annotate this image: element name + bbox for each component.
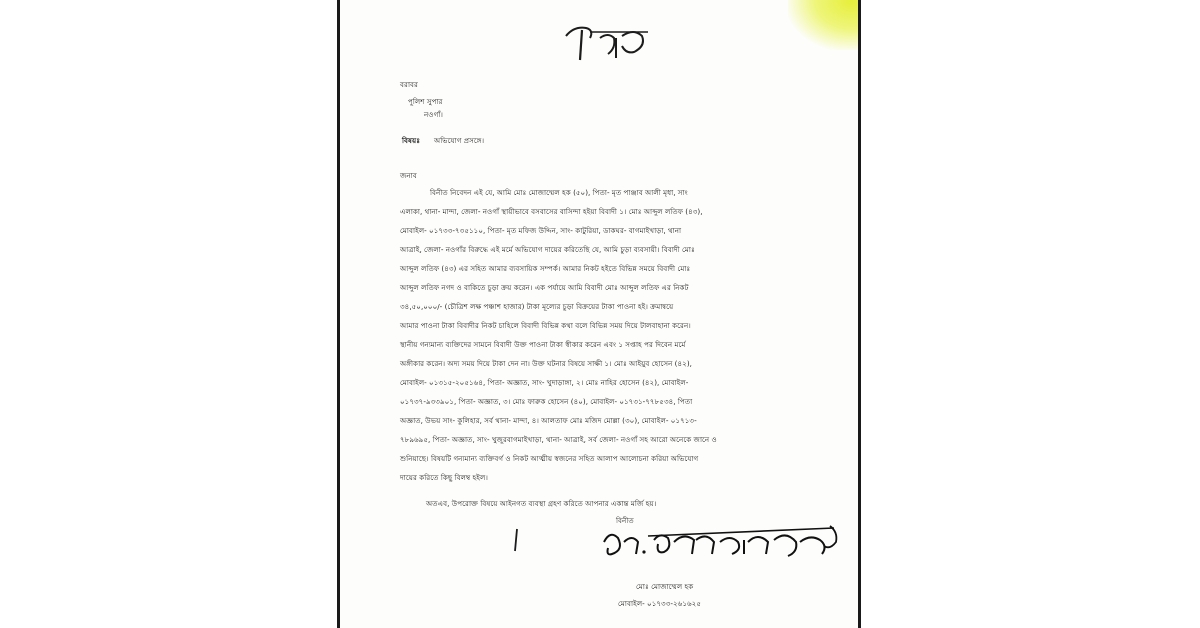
body-line: আমার পাওনা টাকা বিবাদীর নিকট চাহিলে বিবাদী বিভিন্ন কথা বলে বিভিন্ন সময় দিয়ে টালবাহানা করেন। — [400, 321, 691, 330]
body-line: এলাকা, থানা- মান্দা, জেলা- নওগাঁ স্থায়ীভাবে বসবাসের বাসিন্দা হইয়া বিবাদী ১। মোঃ আব্দুল লতিফ (৪৩), — [400, 207, 703, 216]
sender-name: মোঃ মোজাম্মেল হক — [636, 582, 694, 591]
sender-phone: মোবাইল- ০১৭৩৩-২৬১৬২৫ — [618, 599, 702, 608]
handwritten-signature — [598, 520, 843, 568]
paper-stain — [788, 0, 861, 50]
subject-label: বিষয়ঃ — [402, 136, 421, 145]
body-line: অঙ্গীকার করেন। অদ্য সময় দিয়ে টাকা দেন না। উক্ত ঘটনার বিষয়ে সাক্ষী ১। মোঃ আইয়ুব হোসেন (৪২), — [400, 359, 692, 368]
body-line: শুনিয়াছে। বিষয়টি গন্যমান্য ব্যক্তিবর্গ ও নিকট আত্মীয় স্বজনের সহিত আলাপ আলোচনা করিয়া অভিযোগ — [400, 454, 699, 463]
recipient: পুলিশ সুপার — [408, 97, 443, 106]
body-line: আব্দুল লতিফ নগদ ও বাকিতে চুড়া ক্রয় করেন। এক পর্যায়ে আমি বিবাদী মোঃ আব্দুল লতিফ এর নিকট — [400, 283, 689, 292]
body-line: ৭৮৯৬৯৫, পিতা- অজ্ঞাত, সাং- খুজুরবাগমাইখাড়া, থানা- আত্রাই, সর্ব জেলা- নওগাঁ সহ আরো অনেকে জানে ও — [400, 435, 717, 444]
body-line: আব্দুল লতিফ (৪৩) এর সহিত আমার ব্যবসায়িক সম্পর্ক। আমার নিকট হইতে বিভিন্ন সময়ে বিবাদী মোঃ — [400, 264, 691, 273]
body-line: স্থানীয় গন্যমান্য ব্যক্তিদের সামনে বিবাদী উক্ত পাওনা টাকা স্বীকার করেন এবং ১ সপ্তাহ পর দিবেন মর্মে — [400, 340, 686, 349]
salutation: জনাব — [400, 171, 417, 180]
body-line: অজ্ঞাত, উভয় সাং- কুলিহার, সর্ব থানা- মান্দা, ৪। আলতাফ মোঃ মজিদ মোল্লা (৩০), মোবাইল- ০১৭১৩- — [400, 416, 697, 425]
body-line: মোবাইল- ০১৭৩৩-৭৩৫১১০, পিতা- মৃত মফিজ উদ্দিন, সাং- কাটুরিয়া, ডাকঘর- বাগমাইখাড়া, থানা — [400, 226, 682, 235]
body-line: আত্রাই, জেলা- নওগাঁর বিরুদ্ধে এই মর্মে অভিযোগ দায়ের করিতেছি যে, আমি চুড়া ব্যবসায়ী। বিবাদী মোঃ — [400, 245, 695, 254]
body-line: দায়ের করিতে কিছু বিলম্ব হইল। — [400, 473, 488, 482]
body-line: মোবাইল- ০১৩১৫-২০৫১৬৪, পিতা- অজ্ঞাত, সাং- খুদাড়াঙ্গা, ২। মোঃ নাহির হোসেন (৪২), মোবাইল- — [400, 378, 689, 387]
to-label: বরাবর — [400, 80, 418, 89]
recipient-place: নওগাঁ। — [424, 110, 443, 119]
closing-request: অতএব, উপরোক্ত বিষয়ে আইনগত ব্যবস্থা গ্রহণ করিতে আপনার একান্ত মর্জি হয়। — [426, 499, 657, 508]
header-mark-handwriting — [560, 14, 660, 66]
body-line: ০১৭৩৭-৯৩৩৯০১, পিতা- অজ্ঞাত, ৩। মোঃ ফারুক হোসেন (৪০), মোবাইল- ০১৭৩১-৭৭৮৫৩৪, পিতা — [400, 397, 693, 406]
body-line: ৩৪,৫০,০০০/- (চৌত্রিশ লক্ষ পঞ্চাশ হাজার) টাকা মূল্যের চুড়া বিক্রয়ের টাকা পাওনা হই। ক্রমান্বয়ে — [400, 302, 674, 311]
subject-text: অভিযোগ প্রসঙ্গে। — [434, 136, 485, 145]
closing-word: বিনীত — [616, 516, 634, 525]
letter-sheet — [337, 0, 861, 628]
stray-pen-mark — [512, 527, 520, 553]
body-line: বিনীত নিবেদন এই যে, আমি মোঃ মোজাম্মেল হক (৫০), পিতা- মৃত পাঞ্জাব আলী মৃধা, সাং — [430, 188, 688, 197]
